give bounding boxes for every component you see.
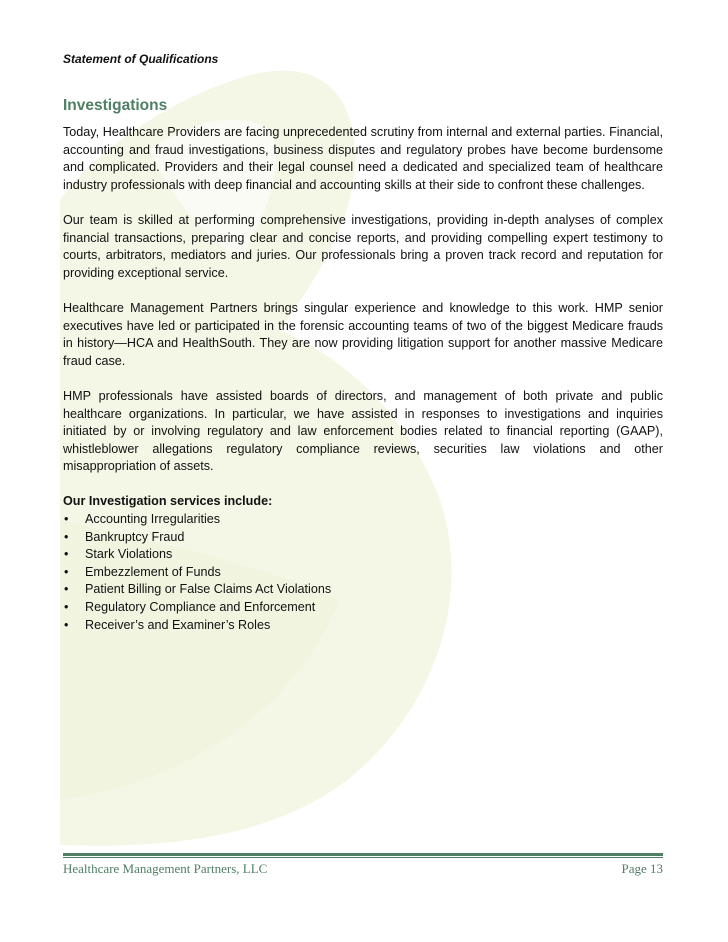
paragraph-4: HMP professionals have assisted boards of directors, and management of both private and public healthcare organizations. In particular, we have assisted in responses to investigations and inquiries initiated by or involving regulatory and law enforcement bodies related to financial reporting (GAAP), whistleblower allegations regulatory compliance reviews, securities law violations and other misappropriation of assets. [63,388,663,474]
footer-company-name: Healthcare Management Partners, LLC [63,861,268,876]
footer-divider-thick [63,853,663,856]
list-item: • Bankruptcy Fraud [63,529,663,547]
paragraph-2: Our team is skilled at performing comprehensive investigations, providing in-depth analyses of complex financial transactions, preparing clear and concise reports, and providing compelling expert testimony to courts, arbitrators, mediators and juries. Our professionals bring a proven track record and reputation for providing exceptional service. [63,212,663,280]
paragraph-1: Today, Healthcare Providers are facing unprecedented scrutiny from internal and external parties. Financial, accounting and fraud investigations, business disputes and regulatory probes have become burdensome and complicated. Providers and their legal counsel need a dedicated and specialized team of healthcare industry professionals with deep financial and accounting skills at their side to confront these challenges. [63,125,663,192]
services-list [63,511,663,634]
section-title: Investigations [63,97,168,114]
paragraph-3: Healthcare Management Partners brings singular experience and knowledge to this work. HMP senior executives have led or participated in the forensic accounting teams of two of the biggest Medicare frauds in history—HCA and HealthSouth. They are now providing litigation support for another massive Medicare fraud case. [63,300,663,368]
list-item: • Regulatory Compliance and Enforcement [63,599,663,617]
services-heading: Our Investigation services include: [63,494,273,509]
list-item: • Patient Billing or False Claims Act Violations [63,581,663,599]
list-item: • Embezzlement of Funds [63,564,663,582]
list-item: • Stark Violations [63,546,663,564]
footer-divider-thin [63,857,663,858]
list-item: • Receiver’s and Examiner’s Roles [63,617,663,635]
footer-page-number: Page 13 [621,861,663,876]
section-body [63,124,663,634]
list-item: • Accounting Irregularities [63,511,663,529]
running-header-title: Statement of Qualifications [63,52,219,66]
